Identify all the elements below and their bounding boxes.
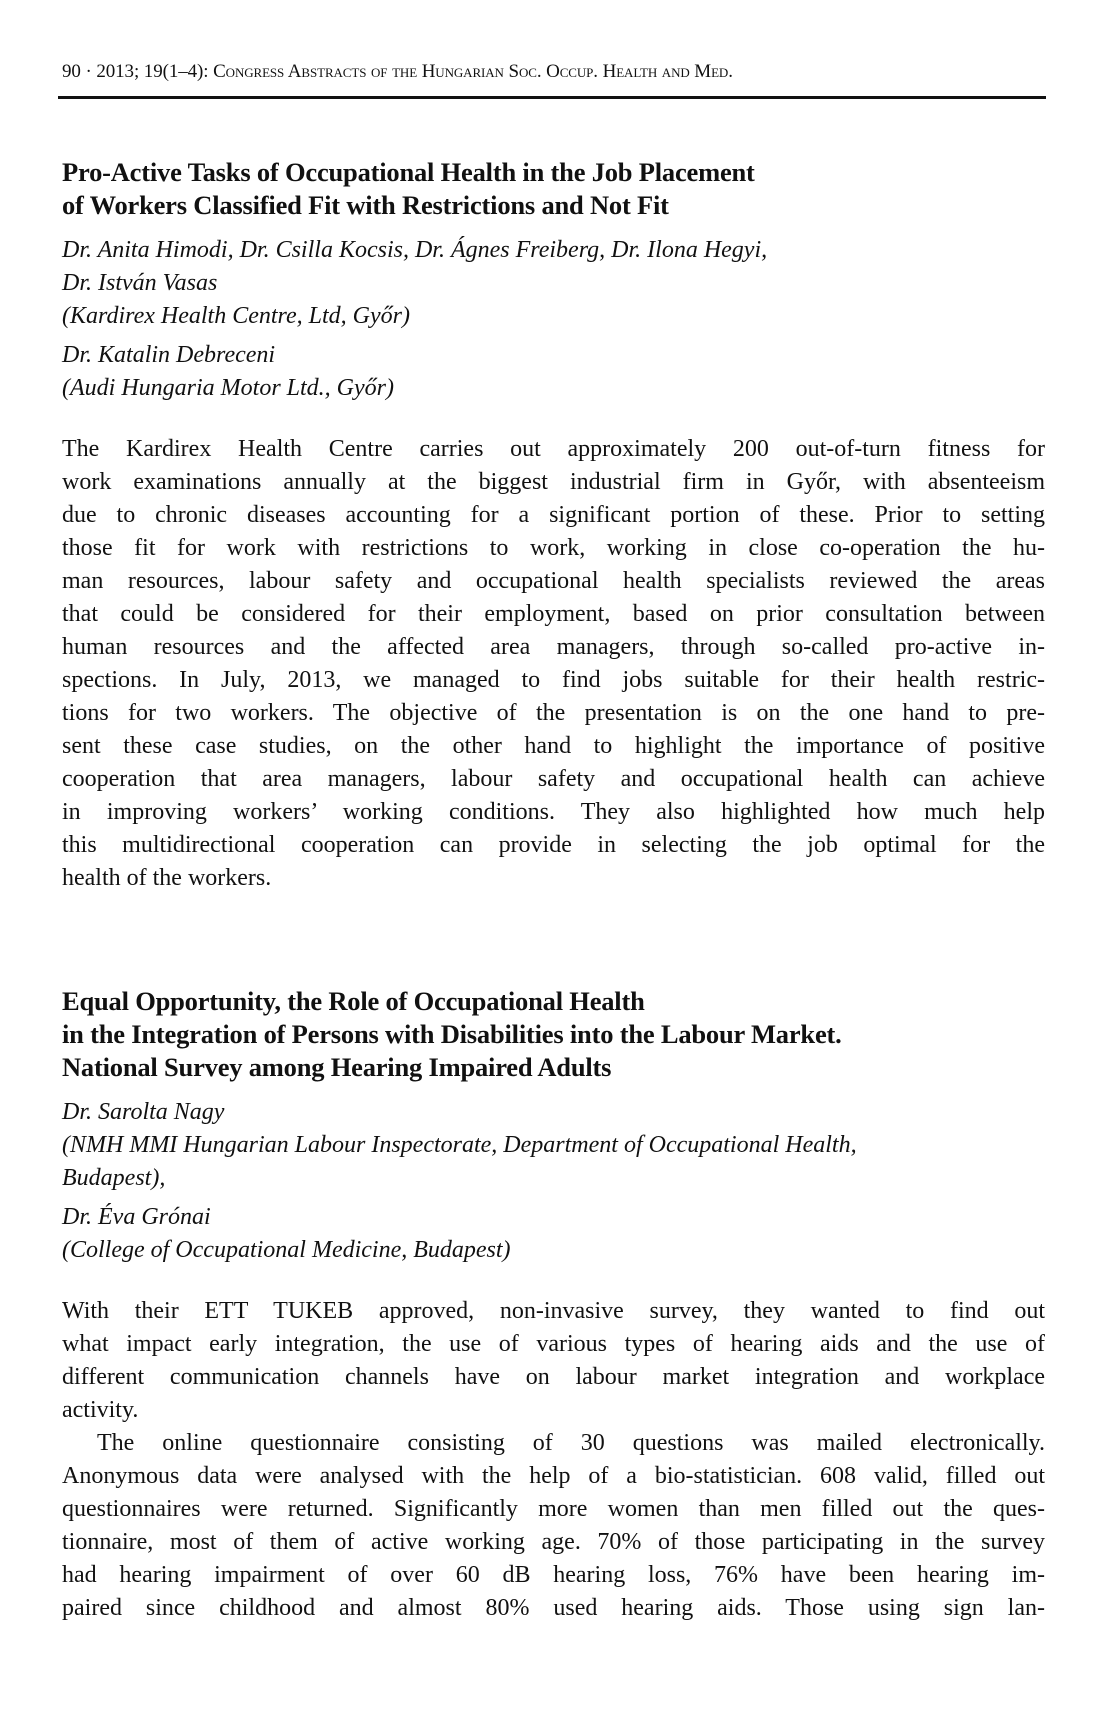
abstract-article-1	[62, 156, 1045, 895]
text-line: spections. In July, 2013, we managed to find jobs suitable for their health restric-	[62, 667, 1045, 693]
citation: 2013; 19(1–4):	[96, 61, 209, 82]
page-number: 90	[62, 61, 81, 82]
abstract-paragraph	[62, 433, 1045, 895]
journal-name: Congress Abstracts of the Hungarian Soc. Occup. Health and Med.	[213, 61, 733, 82]
author-line: Dr. Katalin Debreceni	[62, 342, 276, 368]
abstract-paragraph	[62, 1427, 1045, 1625]
title-line: Pro-Active Tasks of Occupational Health in the Job Placement	[62, 157, 755, 187]
abstract-article-2	[62, 985, 1045, 1625]
affiliation-line: (NMH MMI Hungarian Labour Inspectorate, Department of Occupational Health,	[62, 1132, 857, 1158]
author-group	[62, 339, 1045, 405]
title-line: Equal Opportunity, the Role of Occupational Health	[62, 986, 645, 1016]
text-line: this multidirectional cooperation can provide in selecting the job optimal for the	[62, 832, 1045, 858]
article-title	[62, 156, 1045, 222]
title-line: of Workers Classified Fit with Restrictions and Not Fit	[62, 190, 669, 220]
text-line: due to chronic diseases accounting for a significant portion of these. Prior to setting	[62, 502, 1045, 528]
text-line: questionnaires were returned. Significantly more women than men filled out the ques-	[62, 1496, 1045, 1522]
author-line: Dr. Éva Grónai	[62, 1204, 211, 1230]
text-line: in improving workers’ working conditions. They also highlighted how much help	[62, 799, 1045, 825]
author-group	[62, 234, 1045, 333]
text-line: Anonymous data were analysed with the help of a bio-statistician. 608 valid, filled out	[62, 1463, 1045, 1489]
affiliation-line: (College of Occupational Medicine, Budapest)	[62, 1237, 511, 1263]
text-line: The Kardirex Health Centre carries out approximately 200 out-of-turn fitness for	[62, 436, 1045, 462]
text-line: tionnaire, most of them of active working age. 70% of those participating in the survey	[62, 1529, 1045, 1555]
header-rule	[58, 96, 1046, 99]
text-line: activity.	[62, 1397, 139, 1423]
affiliation-line: (Kardirex Health Centre, Ltd, Győr)	[62, 303, 410, 329]
text-line: work examinations annually at the biggest industrial firm in Győr, with absenteeism	[62, 469, 1045, 495]
text-line: what impact early integration, the use of various types of hearing aids and the use of	[62, 1331, 1045, 1357]
text-line: The online questionnaire consisting of 30 questions was mailed electronically.	[97, 1430, 1045, 1456]
title-line: in the Integration of Persons with Disabilities into the Labour Market.	[62, 1019, 842, 1049]
author-line: Dr. Anita Himodi, Dr. Csilla Kocsis, Dr. Ágnes Freiberg, Dr. Ilona Hegyi,	[62, 237, 768, 263]
text-line: those fit for work with restrictions to work, working in close co-operation the hu-	[62, 535, 1045, 561]
affiliation-line: Budapest),	[62, 1165, 166, 1191]
text-line: man resources, labour safety and occupational health specialists reviewed the areas	[62, 568, 1045, 594]
author-line: Dr. Sarolta Nagy	[62, 1099, 225, 1125]
abstract-body	[62, 433, 1045, 895]
text-line: tions for two workers. The objective of the presentation is on the one hand to pre-	[62, 700, 1045, 726]
text-line: had hearing impairment of over 60 dB hearing loss, 76% have been hearing im-	[62, 1562, 1045, 1588]
affiliation-line: (Audi Hungaria Motor Ltd., Győr)	[62, 375, 394, 401]
author-line: Dr. István Vasas	[62, 270, 218, 296]
text-line: different communication channels have on labour market integration and workplace	[62, 1364, 1045, 1390]
author-group	[62, 1096, 1045, 1195]
author-list	[62, 234, 1045, 405]
article-title	[62, 985, 1045, 1084]
text-line: health of the workers.	[62, 865, 272, 891]
text-line: sent these case studies, on the other hand to highlight the importance of positive	[62, 733, 1045, 759]
abstract-paragraph	[62, 1295, 1045, 1427]
text-line: human resources and the affected area managers, through so-called pro-active in-	[62, 634, 1045, 660]
abstract-body	[62, 1295, 1045, 1625]
author-group	[62, 1201, 1045, 1267]
running-head	[62, 60, 733, 84]
text-line: With their ETT TUKEB approved, non-invasive survey, they wanted to find out	[62, 1298, 1045, 1324]
separator: ·	[85, 61, 92, 82]
title-line: National Survey among Hearing Impaired Adults	[62, 1052, 612, 1082]
text-line: paired since childhood and almost 80% used hearing aids. Those using sign lan-	[62, 1595, 1045, 1621]
text-line: that could be considered for their employment, based on prior consultation between	[62, 601, 1045, 627]
author-list	[62, 1096, 1045, 1267]
text-line: cooperation that area managers, labour safety and occupational health can achieve	[62, 766, 1045, 792]
